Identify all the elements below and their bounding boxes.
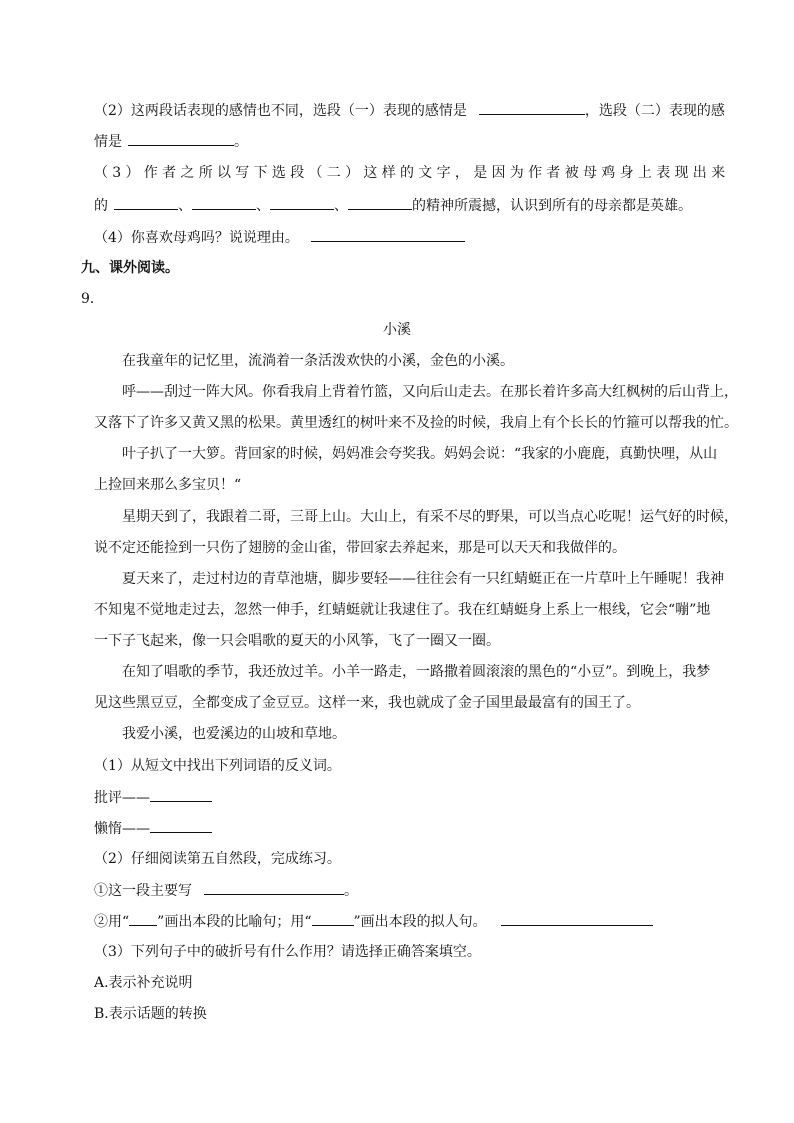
q2-blank-1[interactable] — [479, 100, 585, 115]
q4-text: （4）你喜欢母鸡吗？说说理由。 — [94, 230, 299, 246]
question-2-2-line — [94, 911, 653, 932]
passage-paragraph-3-line-1: 叶子扒了一大箩。背回家的时候，妈妈准会夸奖我。妈妈会说：“我家的小鹿鹿，真勤快哩，从山 — [122, 446, 718, 462]
question-1b-label: 懒惰—— — [94, 821, 150, 837]
question-1a-line — [94, 787, 212, 808]
question-2-1-end: 。 — [344, 883, 358, 899]
q4-blank[interactable] — [311, 227, 465, 242]
q2-text-c: 情是 — [94, 134, 122, 150]
question-2-2-straight-line-sample — [129, 911, 157, 926]
passage-paragraph-1: 在我童年的记忆里，流淌着一条活泼欢快的小溪，金色的小溪。 — [122, 353, 514, 369]
q2-blank-2[interactable] — [128, 131, 234, 146]
passage-paragraph-4-line-2: 说不定还能捡到一只伤了翅膀的金山雀，带回家去养起来，那是可以天天和我做伴的。 — [94, 540, 626, 556]
question-2-1-label: ①这一段主要写 — [94, 883, 192, 899]
q3-blank-4[interactable] — [348, 195, 412, 210]
option-a: A.表示补充说明 — [94, 975, 193, 991]
question-1b-line — [94, 818, 212, 839]
passage-paragraph-5-line-1: 夏天来了，走过村边的青草池塘，脚步要轻——往往会有一只红蜻蜓正在一片草叶上午睡呢！我神 — [122, 571, 724, 587]
question-2-2-text-a: ②用“ — [94, 914, 130, 930]
option-b: B.表示话题的转换 — [94, 1006, 207, 1022]
q3-blank-2[interactable] — [192, 195, 256, 210]
q3-blank-1[interactable] — [114, 195, 178, 210]
passage-title: 小溪 — [383, 322, 411, 338]
q3-sep-3: 、 — [334, 198, 348, 214]
q2-text-b: ，选段（二）表现的感 — [584, 103, 725, 119]
q3-sep-1: 、 — [178, 198, 192, 214]
q2-line1 — [94, 100, 725, 121]
q3-line1: （3）作者之所以写下选段（二）这样的文字，是因为作者被母鸡身上表现出来 — [94, 165, 730, 181]
question-2-1-line — [94, 880, 358, 901]
question-1: （1）从短文中找出下列词语的反义词。 — [94, 758, 341, 774]
q3-text-a: 的 — [94, 198, 108, 214]
q2-text-d: 。 — [234, 134, 248, 150]
passage-paragraph-3-line-2: 上捡回来那么多宝贝！“ — [94, 477, 242, 493]
q3-text-b: 的精神所震撼，认识到所有的母亲都是英雄。 — [412, 198, 692, 214]
section-heading: 九、课外阅读。 — [81, 260, 179, 276]
question-2-2-wavy-line-sample — [312, 911, 354, 926]
passage-paragraph-2-line-1: 呼——刮过一阵大风。你看我肩上背着竹篮，又向后山走去。在那长着许多高大红枫树的后山背上， — [122, 384, 738, 400]
question-2-2-text-b: ”画出本段的比喻句；用“ — [157, 914, 312, 930]
passage-paragraph-2-line-2: 又落下了许多又黄又黑的松果。黄里透红的树叶来不及捡的时候，我肩上有个长长的竹箍可以帮我的忙。 — [94, 415, 738, 431]
passage-paragraph-6-line-1: 在知了唱歌的季节，我还放过羊。小羊一路走，一路撒着圆滚滚的黑色的“小豆”。到晚上，我梦 — [122, 664, 711, 680]
passage-paragraph-7: 我爱小溪，也爱溪边的山坡和草地。 — [122, 726, 346, 742]
q3-blank-3[interactable] — [270, 195, 334, 210]
q2-line2 — [94, 131, 248, 152]
q2-text-a: （2）这两段话表现的感情也不同，选段（一）表现的感情是 — [94, 103, 467, 119]
question-2-1-blank[interactable] — [204, 880, 344, 895]
passage-paragraph-6-line-2: 见这些黑豆豆，全都变成了金豆豆。这样一来，我也就成了金子国里最最富有的国王了。 — [94, 695, 640, 711]
question-2: （2）仔细阅读第五自然段，完成练习。 — [94, 851, 341, 867]
passage-paragraph-4-line-1: 星期天到了，我跟着二哥，三哥上山。大山上，有采不尽的野果，可以当点心吃呢！运气好的时候， — [122, 509, 738, 525]
question-2-2-blank[interactable] — [501, 911, 653, 926]
question-1a-blank[interactable] — [150, 787, 212, 802]
question-1b-blank[interactable] — [150, 818, 212, 833]
passage-paragraph-5-line-3: 一下子飞起来，像一只会唱歌的夏天的小风筝，飞了一圈又一圈。 — [94, 633, 500, 649]
question-1a-label: 批评—— — [94, 790, 150, 806]
q3-line2 — [94, 195, 692, 216]
question-number: 9． — [81, 291, 104, 307]
q3-sep-2: 、 — [256, 198, 270, 214]
question-2-2-text-c: ”画出本段的拟人句。 — [353, 914, 487, 930]
passage-paragraph-5-line-2: 不知鬼不觉地走过去，忽然一伸手，红蜻蜓就让我逮住了。我在红蜻蜓身上系上一根线，它会“嘣”地 — [94, 602, 711, 618]
q4-line — [94, 227, 465, 248]
question-3: （3）下列句子中的破折号有什么作用？请选择正确答案填空。 — [94, 944, 481, 960]
